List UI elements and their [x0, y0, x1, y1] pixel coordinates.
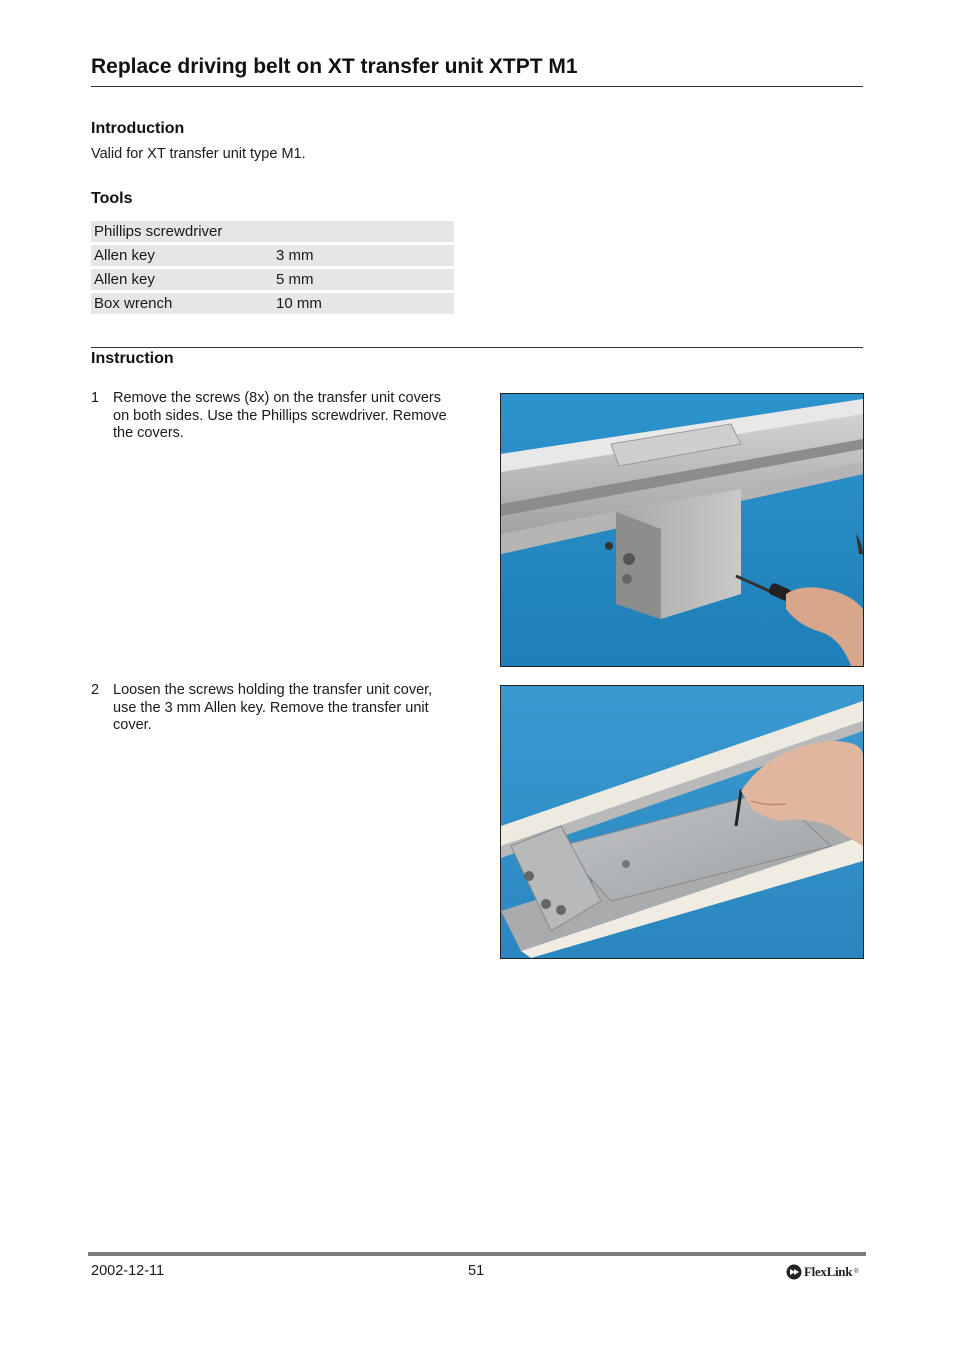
tool-name: Box wrench — [94, 295, 173, 312]
photo-transfer-unit-screwdriver — [501, 394, 863, 666]
page-title: Replace driving belt on XT transfer unit XTPT M1 — [91, 55, 578, 78]
instruction-heading: Instruction — [91, 350, 174, 367]
tool-size: 3 mm — [276, 247, 314, 264]
step-text: Loosen the screws holding the transfer unit cover, use the 3 mm Allen key. Remove the transfer unit cover. — [113, 682, 433, 733]
flexlink-logo-text: FlexLink — [804, 1264, 853, 1279]
page-number: 51 — [468, 1263, 485, 1279]
footer-divider — [88, 1252, 866, 1256]
tools-row — [91, 245, 454, 266]
flexlink-logo — [786, 1264, 859, 1280]
title-divider — [91, 86, 863, 87]
flexlink-logo-icon — [786, 1264, 802, 1280]
tool-name: Phillips screwdriver — [94, 223, 223, 240]
instruction-divider — [91, 347, 863, 348]
step-1-photo — [500, 393, 864, 667]
footer-date: 2002-12-11 — [91, 1263, 165, 1279]
photo-transfer-unit-allen-key — [501, 686, 863, 958]
instruction-step-2 — [91, 682, 451, 742]
introduction-heading: Introduction — [91, 120, 185, 137]
tools-row — [91, 269, 454, 290]
instruction-step-1 — [91, 390, 451, 450]
tools-row — [91, 293, 454, 314]
tools-row — [91, 221, 454, 242]
step-number: 1 — [91, 390, 100, 406]
step-number: 2 — [91, 682, 100, 698]
step-2-photo — [500, 685, 864, 959]
step-text: Remove the screws (8x) on the transfer unit covers on both sides. Use the Phillips screwdriver. Remove the covers. — [113, 390, 447, 441]
logo-registered-mark: ® — [854, 1269, 859, 1275]
introduction-text: Valid for XT transfer unit type M1. — [91, 146, 306, 162]
tool-name: Allen key — [94, 247, 155, 264]
tools-table — [91, 221, 454, 317]
tool-name: Allen key — [94, 271, 155, 288]
tool-size: 5 mm — [276, 271, 314, 288]
tools-heading: Tools — [91, 190, 133, 207]
tool-size: 10 mm — [276, 295, 322, 312]
